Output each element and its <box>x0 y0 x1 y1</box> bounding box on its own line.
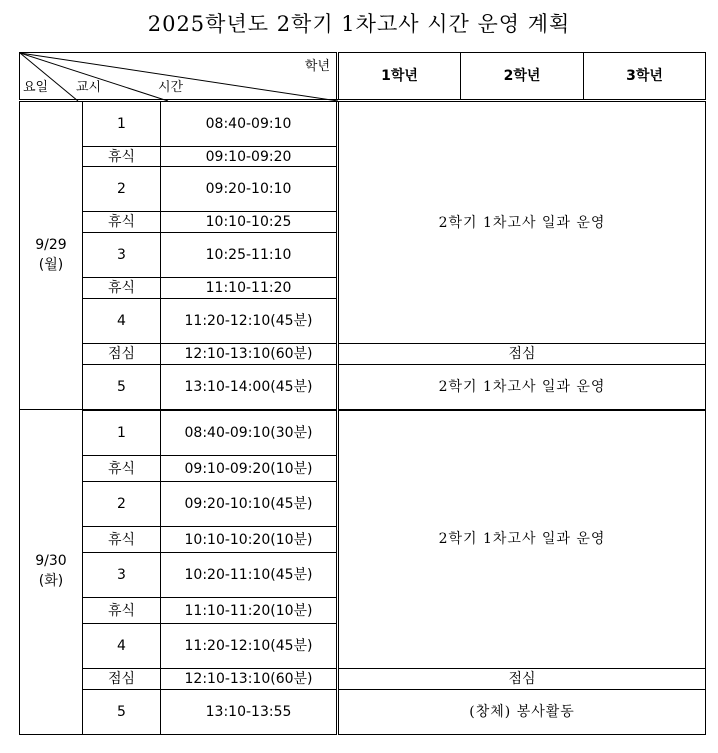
time-cell: 11:10-11:20(10분) <box>161 598 338 624</box>
time-cell: 08:40-09:10(30분) <box>161 410 338 456</box>
day-date: 9/29 <box>35 236 67 253</box>
exam-operation-cell: 2학기 1차고사 일과 운영 <box>338 101 706 344</box>
corner-header-cell <box>20 53 338 101</box>
time-cell: 10:25-11:10 <box>161 233 338 278</box>
lunch-cell: 점심 <box>338 344 706 365</box>
period-cell: 1 <box>83 410 161 456</box>
time-cell: 11:10-11:20 <box>161 278 338 299</box>
time-cell: 11:20-12:10(45분) <box>161 299 338 344</box>
schedule-table <box>19 52 706 735</box>
time-cell: 10:10-10:25 <box>161 212 338 233</box>
time-cell: 12:10-13:10(60분) <box>161 344 338 365</box>
grade-2-header: 2학년 <box>461 53 584 101</box>
time-cell: 08:40-09:10 <box>161 101 338 147</box>
time-cell: 10:20-11:10(45분) <box>161 553 338 598</box>
table-row <box>20 101 706 147</box>
day-cell <box>20 101 83 410</box>
corner-time-label: 시간 <box>158 80 184 95</box>
period-cell: 4 <box>83 299 161 344</box>
period-cell: 점심 <box>83 344 161 365</box>
corner-day-label: 요일 <box>23 80 49 95</box>
period-cell: 5 <box>83 365 161 410</box>
period-cell: 휴식 <box>83 456 161 482</box>
day-cell <box>20 410 83 735</box>
table-row <box>20 410 706 456</box>
period-cell: 휴식 <box>83 527 161 553</box>
period-cell: 4 <box>83 624 161 669</box>
period-cell: 휴식 <box>83 598 161 624</box>
period-cell: 3 <box>83 553 161 598</box>
time-cell: 09:10-09:20 <box>161 147 338 167</box>
period-cell: 1 <box>83 101 161 147</box>
exam-operation-cell: 2학기 1차고사 일과 운영 <box>338 410 706 669</box>
period-cell: 휴식 <box>83 278 161 299</box>
time-cell: 09:10-09:20(10분) <box>161 456 338 482</box>
table-row <box>20 690 706 735</box>
afternoon-cell: 2학기 1차고사 일과 운영 <box>338 365 706 410</box>
time-cell: 12:10-13:10(60분) <box>161 669 338 690</box>
time-cell: 09:20-10:10 <box>161 167 338 212</box>
table-row <box>20 669 706 690</box>
time-cell: 11:20-12:10(45분) <box>161 624 338 669</box>
period-cell: 2 <box>83 167 161 212</box>
period-cell: 3 <box>83 233 161 278</box>
period-cell: 5 <box>83 690 161 735</box>
table-row <box>20 365 706 410</box>
afternoon-cell: (창체) 봉사활동 <box>338 690 706 735</box>
corner-period-label: 교시 <box>76 80 102 95</box>
day-weekday: (월) <box>38 256 64 273</box>
day-weekday: (화) <box>38 573 64 589</box>
corner-grade-label: 학년 <box>304 59 331 74</box>
time-cell: 13:10-13:55 <box>161 690 338 735</box>
header-row <box>20 53 706 101</box>
lunch-cell: 점심 <box>338 669 706 690</box>
period-cell: 휴식 <box>83 212 161 233</box>
grade-1-header: 1학년 <box>338 53 461 101</box>
time-cell: 09:20-10:10(45분) <box>161 482 338 527</box>
table-row <box>20 344 706 365</box>
page-title: 2025학년도 2학기 1차고사 시간 운영 계획 <box>147 12 571 36</box>
period-cell: 휴식 <box>83 147 161 167</box>
time-cell: 10:10-10:20(10분) <box>161 527 338 553</box>
day-date: 9/30 <box>35 553 67 570</box>
time-cell: 13:10-14:00(45분) <box>161 365 338 410</box>
grade-3-header: 3학년 <box>584 53 706 101</box>
period-cell: 점심 <box>83 669 161 690</box>
period-cell: 2 <box>83 482 161 527</box>
